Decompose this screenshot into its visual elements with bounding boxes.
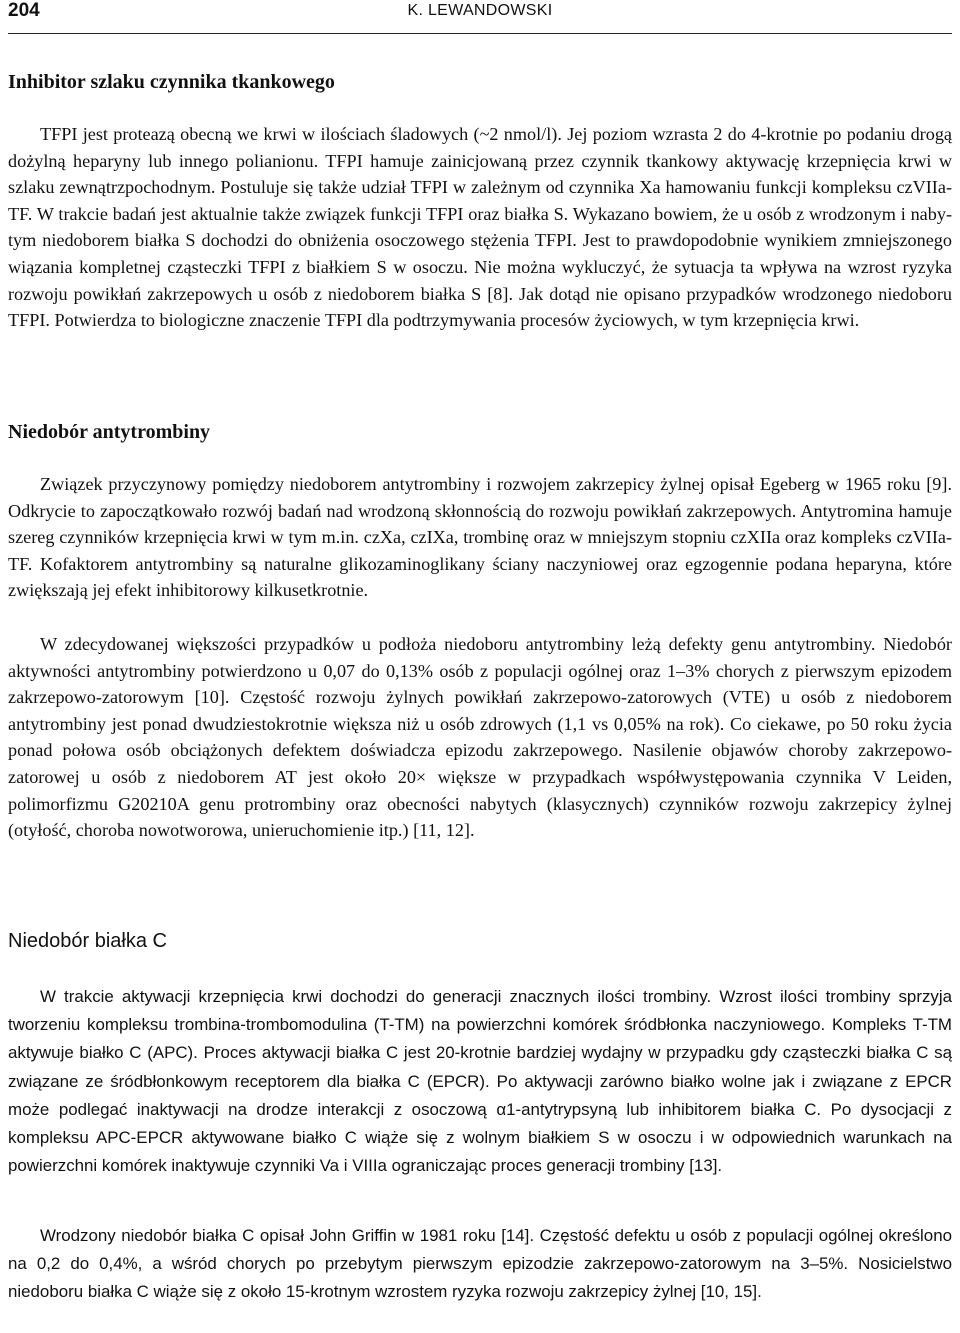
paragraph-protein-c-1: W trakcie aktywacji krzepnięcia krwi dochodzi do generacji znacznych ilości trombiny. Wzrost ilości trombiny sprzyja tworzeniu kompleksu trombina-trombomodulina (T-TM) na powierzchni komórek śródbłonka naczyniowego. Kompleks T-TM aktywuje białko C (APC). Proces aktywacji białka C jest 20-krotnie bardziej wydajny w przypadku gdy cząsteczki białka C są związane ze śródbłonkowym receptorem dla białka C (EPCR). Po aktywacji zarówno białko wolne jak i związane z EPCR może podlegać inaktywacji na drodze interakcji z osoczową α1-antytrypsyną lub inhibitorem białka C. Po dysocjacji z kompleksu APC-EPCR aktywowane białko C wiąże się z wolnym białkiem S w osoczu i w odpowiednich warunkach na powierzchni komórek inaktywuje czynniki Va i VIIIa ograniczając proces generacji trombiny [13]. <box>8 987 952 1176</box>
running-header <box>8 0 952 34</box>
page-number: 204 <box>8 0 40 21</box>
running-author: K. LEWANDOWSKI <box>407 2 553 19</box>
paragraph-antithrombin-2: W zdecydowanej większości przypadków u podłoża niedoboru antytrombiny leżą defekty genu antytrombiny. Niedobór aktywności antytrombiny potwierdzono u 0,07 do 0,13% osób z populacji ogólnej oraz 1–3% chorych z pierwszym epizodem zakrzepowo-zatorowym [10]. Częstość rozwoju żylnych powikłań zakrzepowo-zatorowych (VTE) u osób z niedoborem antytrombiny jest ponad dwudziestokrotnie większa niż u osób zdrowych (1,1 vs 0,05% na rok). Co ciekawe, po 50 roku życia ponad połowa osób obciążonych defektem doświadcza epizodu zakrzepowego. Nasilenie objawów choroby zakrzepowo-zatorowej u osób z niedoborem AT jest około 20× większe w przypadkach współwystępowania czynnika V Leiden, polimorfizmu G20210A genu protrombiny oraz obecności nabytych (klasycznych) czynników rozwoju zakrzepicy żylnej (otyłość, choroba nowotworowa, unieruchomienie itp.) [11, 12]. <box>8 634 952 841</box>
section-heading-protein-c: Niedobór białka C <box>8 930 167 952</box>
header-divider <box>8 33 952 34</box>
section-heading-tfpi: Inhibitor szlaku czynnika tkankowego <box>8 71 335 93</box>
section-heading-antithrombin: Niedobór antytrombiny <box>8 421 211 443</box>
paragraph-antithrombin-1: Związek przyczynowy pomiędzy niedoborem antytrombiny i rozwojem zakrzepicy żylnej opisał Egeberg w 1965 roku [9]. Odkrycie to zapoczątkowało rozwój badań nad wrodzoną skłonnością do rozwoju powikłań zakrzepowych. Antytromina hamuje szereg czynników krzepnięcia krwi w tym m.in. czXa, czIXa, trombinę oraz w mniejszym stopniu czXIIa oraz kompleks czVIIa-TF. Kofaktorem antytrombiny są naturalne glikozaminoglikany ściany naczyniowej oraz egzogennie podana heparyna, które zwiększają jej efekt inhibitorowy kilkusetkrotnie. <box>8 474 952 601</box>
paragraph-tfpi: TFPI jest proteazą obecną we krwi w ilościach śladowych (~2 nmol/l). Jej poziom wzrasta 2 do 4-krotnie po podaniu drogą dożylną heparyny lub innego polianionu. TFPI hamuje zainicjowaną przez czynnik tkankowy aktywację krzepnięcia krwi w szlaku zewnątrzpochodnym. Postuluje się także udział TFPI w zależnym od czynnika Xa hamowaniu funkcji kompleksu czVIIa-TF. W trakcie badań jest aktualnie także związek funkcji TFPI oraz białka S. Wykazano bowiem, że u osób z wrodzonym i nabytym niedoborem białka S dochodzi do obniżenia osoczowego stężenia TFPI. Jest to prawdopodobnie wynikiem zmniejszonego wiązania kompletnej cząsteczki TFPI z białkiem S w osoczu. Nie można wykluczyć, że sytuacja ta wpływa na wzrost ryzyka rozwoju powikłań zakrzepowych u osób z niedoborem białka S [8]. Jak dotąd nie opisano przypadków wrodzonego niedoboru TFPI. Potwierdza to biologiczne znaczenie TFPI dla podtrzymywania procesów życiowych, w tym krzepnięcia krwi. <box>8 124 952 331</box>
paragraph-protein-c-2: Wrodzony niedobór białka C opisał John Griffin w 1981 roku [14]. Częstość defektu u osób z populacji ogólnej określono na 0,2 do 0,4%, a wśród chorych po przebytym pierwszym epizodzie zakrzepowo-zatorowym na 3–5%. Nosicielstwo niedoboru białka C wiąże się z około 15-krotnym wzrostem ryzyka rozwoju zakrzepicy żylnej [10, 15]. <box>8 1226 952 1302</box>
